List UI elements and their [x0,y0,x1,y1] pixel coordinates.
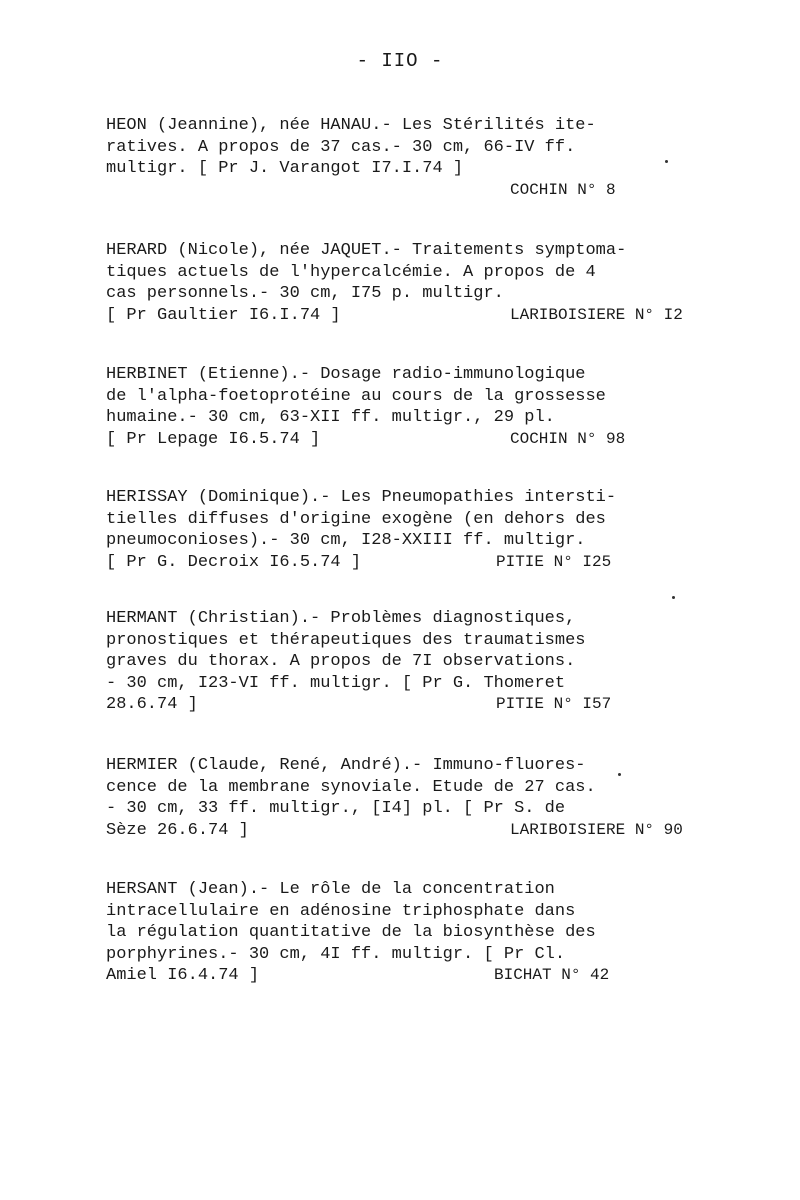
thesis-entry [106,608,706,716]
thesis-entry [106,240,706,326]
hospital-location: PITIE N° I57 [496,695,612,713]
entry-line: la régulation quantitative de la biosynthèse des [106,923,596,942]
entry-line: HERMANT (Christian).- Problèmes diagnostiques, [106,609,576,628]
entry-line: graves du thorax. A propos de 7I observations. [106,652,576,671]
entry-line: de l'alpha-foetoprotéine au cours de la grossesse [106,386,606,406]
hospital-location: LARIBOISIERE N° I2 [510,305,683,324]
scan-speck [665,160,668,163]
entry-line: - 30 cm, 33 ff. multigr., [I4] pl. [ Pr S. de [106,799,566,818]
page-number: - IIO - [356,50,444,72]
thesis-entry [106,879,706,987]
entry-line: [ Pr Lepage I6.5.74 ] [106,429,321,449]
hospital-location: BICHAT N° 42 [494,966,610,984]
entry-line: Sèze 26.6.74 ] [106,820,249,840]
scan-speck [672,596,675,599]
hospital-location: PITIE N° I25 [496,552,612,571]
entry-line: HEON (Jeannine), née HANAU.- Les Stérilités ite- [106,116,596,135]
entry-line: HERMIER (Claude, René, André).- Immuno-fluores- [106,756,586,775]
entry-line: HERBINET (Etienne).- Dosage radio-immunologique [106,365,586,384]
hospital-location: COCHIN N° 8 [510,180,616,199]
entry-line: Amiel I6.4.74 ] [106,966,260,985]
thesis-entry [106,115,706,201]
scan-speck [618,773,621,776]
entry-line: HERSANT (Jean).- Le rôle de la concentration [106,880,555,899]
hospital-location: LARIBOISIERE N° 90 [510,820,683,839]
entry-line: porphyrines.- 30 cm, 4I ff. multigr. [ Pr Cl. [106,944,566,964]
entry-line: cas personnels.- 30 cm, I75 p. multigr. [106,284,504,303]
entry-line: - 30 cm, I23-VI ff. multigr. [ Pr G. Thomeret [106,673,566,693]
entry-line: [ Pr G. Decroix I6.5.74 ] [106,552,362,572]
entry-line: ratives. A propos de 37 cas.- 30 cm, 66-IV ff. [106,137,576,157]
entry-line: pneumoconioses).- 30 cm, I28-XXIII ff. multigr. [106,531,586,550]
entry-line: cence de la membrane synoviale. Etude de 27 cas. [106,777,596,797]
entry-line: multigr. [ Pr J. Varangot I7.I.74 ] [106,159,464,178]
thesis-entry [106,364,706,450]
entry-line: intracellulaire en adénosine triphosphate dans [106,901,576,921]
entry-line: [ Pr Gaultier I6.I.74 ] [106,305,341,325]
hospital-location: COCHIN N° 98 [510,429,626,448]
entry-line: pronostiques et thérapeutiques des traumatismes [106,630,586,650]
entry-line: tielles diffuses d'origine exogène (en dehors des [106,509,606,529]
entry-line: 28.6.74 ] [106,695,198,714]
entry-line: HERARD (Nicole), née JAQUET.- Traitements symptoma- [106,241,627,260]
entry-line: humaine.- 30 cm, 63-XII ff. multigr., 29 pl. [106,408,555,427]
thesis-entry [106,487,706,573]
entry-line: tiques actuels de l'hypercalcémie. A propos de 4 [106,262,596,282]
thesis-entry [106,755,706,841]
entry-line: HERISSAY (Dominique).- Les Pneumopathies intersti- [106,488,617,507]
